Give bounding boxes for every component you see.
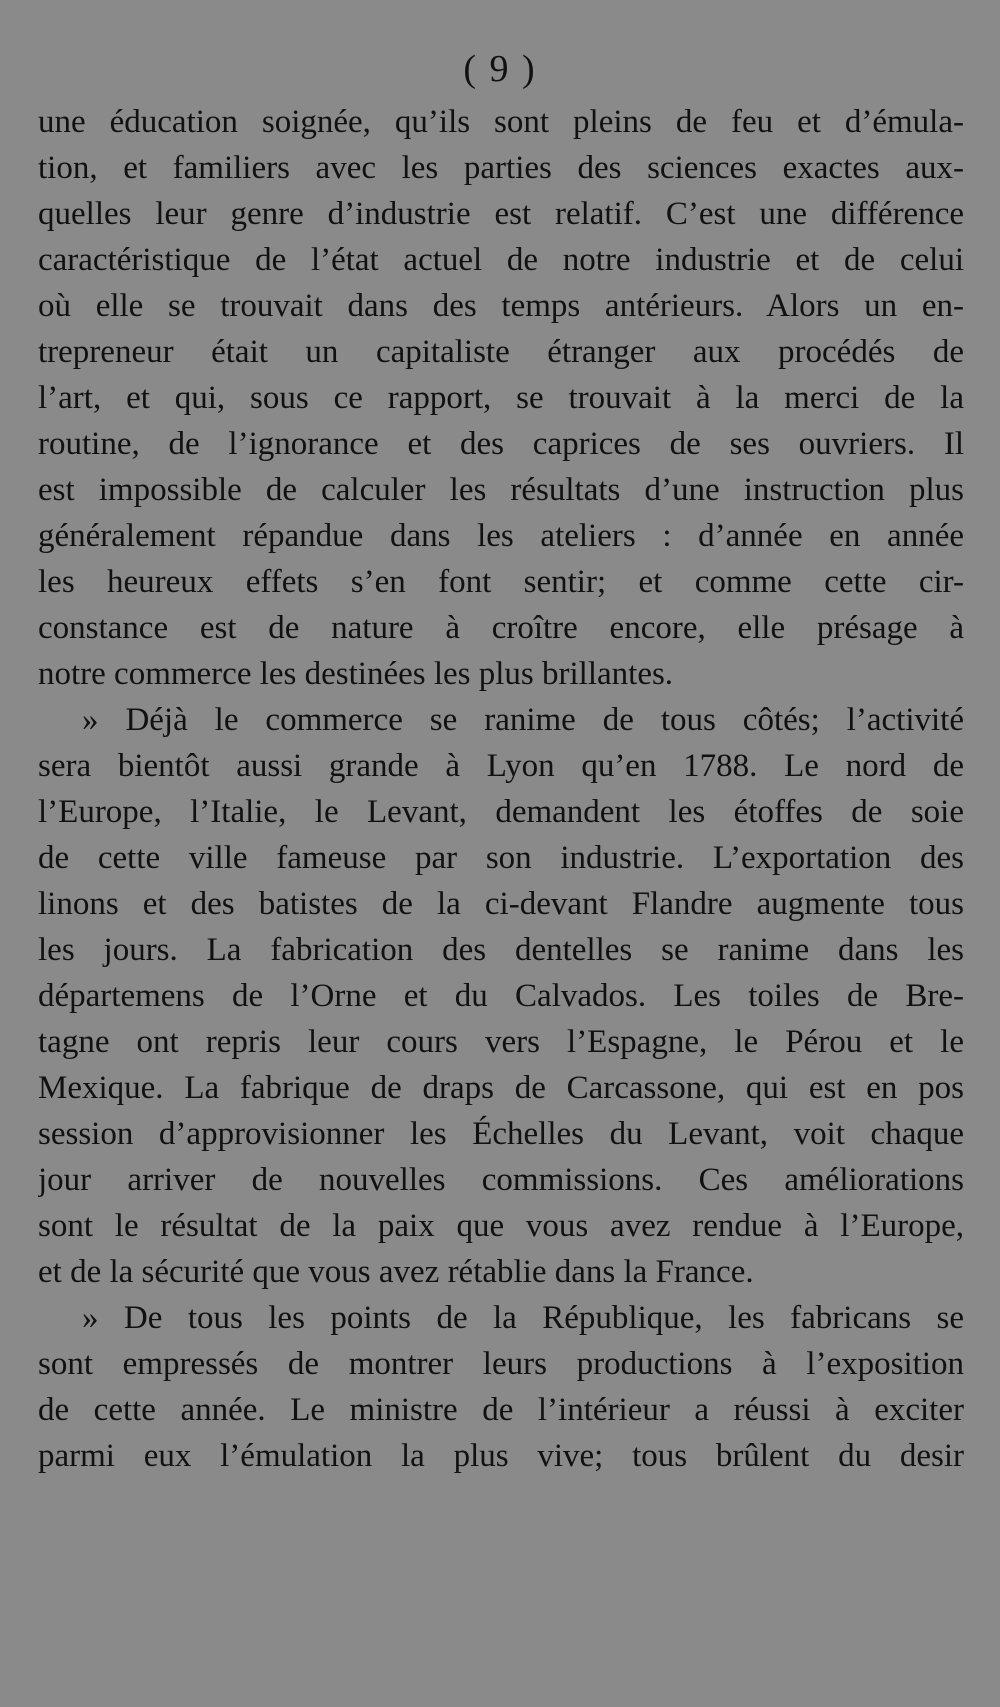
page-number: ( 9 ) [463,48,537,90]
text-line: l’Europe, l’Italie, le Levant, demandent les étoffes de soie [38,794,964,830]
text-line: tion, et familiers avec les parties des sciences exactes aux- [38,150,964,186]
text-line: les heureux effets s’en font sentir; et comme cette cir- [38,564,964,600]
text-line: » Déjà le commerce se ranime de tous côtés; l’activité [82,702,964,738]
text-line: où elle se trouvait dans des temps antérieurs. Alors un en- [38,288,964,324]
text-line: linons et des batistes de la ci-devant Flandre augmente tous [38,886,964,922]
text-line: tagne ont repris leur cours vers l’Espagne, le Pérou et le [38,1024,964,1060]
text-line: de cette année. Le ministre de l’intérieur a réussi à exciter [38,1392,964,1428]
text-line: sera bientôt aussi grande à Lyon qu’en 1788. Le nord de [38,748,964,784]
text-line: généralement répandue dans les ateliers : d’année en année [38,518,964,554]
text-line: notre commerce les destinées les plus brillantes. [38,656,674,692]
text-line: quelles leur genre d’industrie est relatif. C’est une différence [38,196,964,232]
text-line: trepreneur était un capitaliste étranger aux procédés de [38,334,964,370]
text-line: est impossible de calculer les résultats d’une instruction plus [38,472,964,508]
text-line: parmi eux l’émulation la plus vive; tous brûlent du desir [38,1438,964,1474]
text-line: les jours. La fabrication des dentelles se ranime dans les [38,932,964,968]
text-line: jour arriver de nouvelles commissions. Ces améliorations [38,1162,964,1198]
text-line: routine, de l’ignorance et des caprices de ses ouvriers. Il [38,426,964,462]
text-line: et de la sécurité que vous avez rétablie dans la France. [38,1254,754,1290]
text-line: sont le résultat de la paix que vous avez rendue à l’Europe, [38,1208,964,1244]
text-line: » De tous les points de la République, les fabricans se [82,1300,964,1336]
text-line: départemens de l’Orne et du Calvados. Les toiles de Bre- [38,978,964,1014]
text-line: constance est de nature à croître encore, elle présage à [38,610,964,646]
text-line: sont empressés de montrer leurs productions à l’exposition [38,1346,964,1382]
text-line: Mexique. La fabrique de draps de Carcassone, qui est en pos [38,1070,964,1106]
text-line: une éducation soignée, qu’ils sont pleins de feu et d’émula- [38,104,964,140]
text-line: l’art, et qui, sous ce rapport, se trouvait à la merci de la [38,380,964,416]
text-line: session d’approvisionner les Échelles du Levant, voit chaque [38,1116,964,1152]
text-line: caractéristique de l’état actuel de notre industrie et de celui [38,242,964,278]
text-line: de cette ville fameuse par son industrie. L’exportation des [38,840,964,876]
